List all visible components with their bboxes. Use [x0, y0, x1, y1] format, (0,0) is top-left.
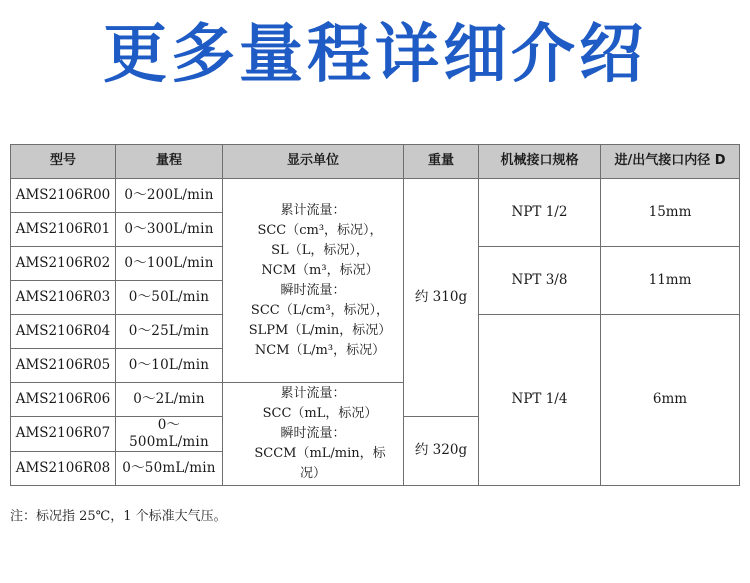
page-title: 更多量程详细介绍 [103, 18, 647, 92]
units-line: SCC（cm³，标况）， [257, 222, 383, 238]
diameter-cell: 11mm [601, 247, 740, 315]
table-header-row [11, 145, 740, 179]
range-cell: 0～500mL/min [116, 417, 223, 452]
units-line: SL（L，标况）， [271, 242, 369, 258]
units-line: SCCM（mL/min，标 [254, 445, 386, 461]
units-line: 累计流量： [280, 385, 346, 401]
model-cell: AMS2106R07 [11, 417, 116, 452]
model-cell: AMS2106R08 [11, 451, 116, 485]
table-row [11, 179, 740, 213]
model-cell: AMS2106R06 [11, 383, 116, 417]
header-display-units: 显示单位 [223, 145, 404, 179]
display-units-group-2 [223, 383, 404, 486]
header-weight: 重量 [404, 145, 479, 179]
header-diameter: 进/出气接口内径 D [601, 145, 740, 179]
model-cell: AMS2106R05 [11, 349, 116, 383]
header-model: 型号 [11, 145, 116, 179]
range-cell: 0～50mL/min [116, 451, 223, 485]
header-range: 量程 [116, 145, 223, 179]
range-cell: 0～2L/min [116, 383, 223, 417]
interface-cell: NPT 1/4 [479, 315, 601, 486]
units-line: 瞬时流量： [280, 425, 346, 441]
model-cell: AMS2106R03 [11, 281, 116, 315]
units-line: 累计流量： [280, 202, 346, 218]
interface-cell: NPT 1/2 [479, 179, 601, 247]
units-line: SCC（L/cm³，标况）， [250, 302, 390, 318]
range-cell: 0～200L/min [116, 179, 223, 213]
diameter-cell: 6mm [601, 315, 740, 486]
units-line: SLPM（L/min，标况） [248, 322, 392, 338]
weight-cell: 约 310g [404, 179, 479, 417]
weight-cell: 约 320g [404, 417, 479, 486]
range-cell: 0～25L/min [116, 315, 223, 349]
units-line: NCM（m³，标况） [261, 262, 379, 278]
model-cell: AMS2106R02 [11, 247, 116, 281]
units-line: 况） [299, 465, 326, 481]
range-cell: 0～10L/min [116, 349, 223, 383]
range-cell: 0～100L/min [116, 247, 223, 281]
footnote: 注：标况指 25℃，1 个标准大气压。 [10, 509, 227, 524]
spec-table [10, 144, 740, 486]
interface-cell: NPT 3/8 [479, 247, 601, 315]
diameter-cell: 15mm [601, 179, 740, 247]
model-cell: AMS2106R00 [11, 179, 116, 213]
model-cell: AMS2106R01 [11, 213, 116, 247]
range-cell: 0～300L/min [116, 213, 223, 247]
display-units-group-1 [223, 179, 404, 383]
range-cell: 0～50L/min [116, 281, 223, 315]
units-line: SCC（mL，标况） [262, 405, 378, 421]
units-line: NCM（L/m³，标况） [254, 342, 386, 358]
units-line: 瞬时流量： [280, 282, 346, 298]
model-cell: AMS2106R04 [11, 315, 116, 349]
header-interface: 机械接口规格 [479, 145, 601, 179]
